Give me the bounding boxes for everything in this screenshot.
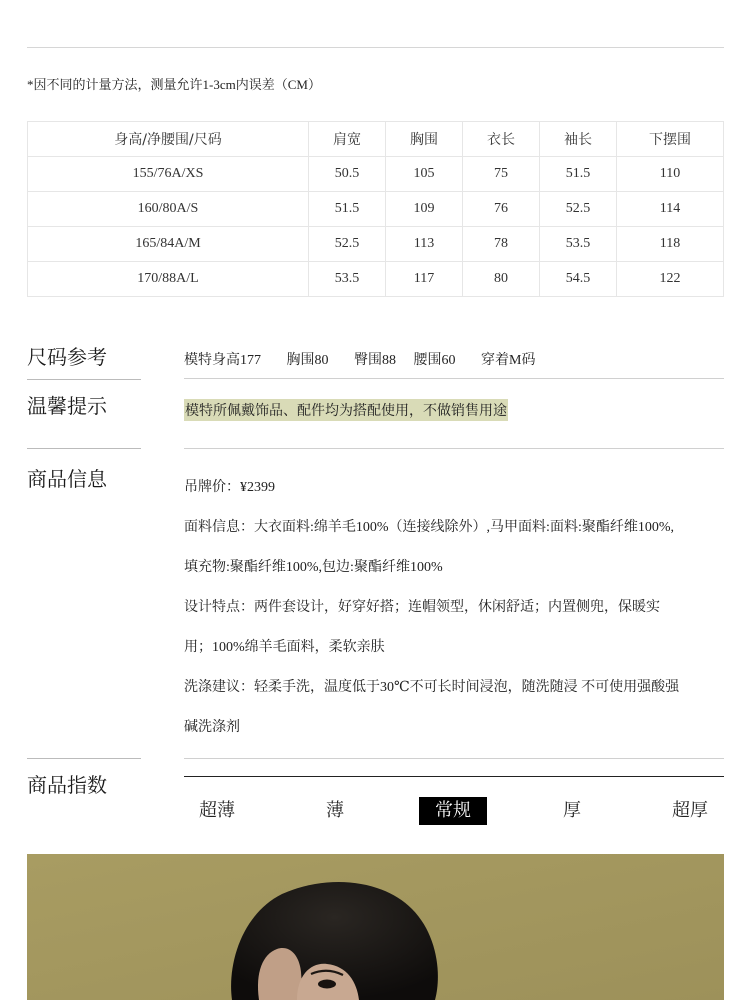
table-cell: 109 [386, 192, 463, 227]
table-row [28, 262, 724, 297]
table-cell: 160/80A/S [28, 192, 309, 227]
header-shoulder: 肩宽 [309, 122, 386, 157]
model-wearing-size: 穿着M码 [481, 353, 536, 368]
table-row [28, 192, 724, 227]
table-cell: 52.5 [540, 192, 617, 227]
table-cell: 53.5 [540, 227, 617, 262]
eye [318, 980, 336, 989]
product-info-divider [27, 758, 141, 759]
tip-divider [27, 448, 141, 449]
size-table [27, 121, 724, 297]
table-cell: 51.5 [540, 157, 617, 192]
table-cell: 122 [617, 262, 724, 297]
fabric-info: 面料信息：大衣面料:绵羊毛100%（连接线除外）,马甲面料:面料:聚酯纤维100%, [184, 520, 674, 535]
product-info-title: 商品信息 [27, 467, 107, 491]
table-cell: 170/88A/L [28, 262, 309, 297]
table-cell: 165/84A/M [28, 227, 309, 262]
header-chest: 胸围 [386, 122, 463, 157]
table-cell: 51.5 [309, 192, 386, 227]
tip-rule [184, 448, 724, 449]
index-option-regular-selected: 常规 [419, 797, 487, 825]
design-features: 设计特点：两件套设计，好穿好搭；连帽领型，休闲舒适；内置侧兜，保暖实 [184, 600, 660, 615]
size-reference-items [184, 349, 557, 369]
size-reference-divider [27, 379, 141, 380]
index-option-thin: 薄 [326, 800, 344, 821]
washing-advice: 洗涤建议：轻柔手洗，温度低于30℃不可长时间浸泡，随洗随浸 不可使用强酸强 [184, 680, 680, 695]
model-height: 模特身高177 [184, 353, 261, 368]
tag-price: 吊牌价：¥2399 [184, 480, 275, 495]
header-height-waist-size: 身高/净腰围/尺码 [28, 122, 309, 157]
table-cell: 52.5 [309, 227, 386, 262]
table-cell: 105 [386, 157, 463, 192]
header-sleeve: 袖长 [540, 122, 617, 157]
product-info-content [184, 468, 729, 748]
table-cell: 54.5 [540, 262, 617, 297]
table-cell: 80 [463, 262, 540, 297]
table-row [28, 157, 724, 192]
table-cell: 113 [386, 227, 463, 262]
tip-title: 温馨提示 [27, 394, 107, 418]
table-cell: 155/76A/XS [28, 157, 309, 192]
size-table-header-row [28, 122, 724, 157]
size-reference-title: 尺码参考 [27, 345, 107, 369]
table-cell: 110 [617, 157, 724, 192]
table-cell: 118 [617, 227, 724, 262]
product-info-rule [184, 758, 724, 759]
table-cell: 76 [463, 192, 540, 227]
header-length: 衣长 [463, 122, 540, 157]
tip-text: 模特所佩戴饰品、配件均为搭配使用，不做销售用途 [184, 399, 508, 421]
size-reference-rule [184, 378, 724, 379]
table-cell: 114 [617, 192, 724, 227]
table-cell: 78 [463, 227, 540, 262]
table-cell: 50.5 [309, 157, 386, 192]
washing-advice-cont: 碱洗涤剂 [184, 720, 240, 735]
header-hem: 下摆围 [617, 122, 724, 157]
design-features-cont: 用；100%绵羊毛面料，柔软亲肤 [184, 640, 385, 655]
measurement-note: *因不同的计量方法，测量允许1-3cm内误差（CM） [27, 77, 321, 92]
top-divider [27, 47, 724, 48]
table-cell: 75 [463, 157, 540, 192]
model-hips: 臀围88 [354, 353, 396, 368]
model-waist: 腰围60 [413, 353, 456, 368]
table-row [28, 227, 724, 262]
index-option-thick: 厚 [563, 800, 581, 821]
product-index-scale-line [184, 776, 724, 777]
product-index-title: 商品指数 [27, 773, 107, 797]
index-option-ultra-thin: 超薄 [199, 800, 235, 821]
model-photo-illustration [27, 854, 724, 1000]
table-cell: 117 [386, 262, 463, 297]
product-photo [27, 854, 724, 1000]
fabric-info-cont: 填充物:聚酯纤维100%,包边:聚酯纤维100% [184, 560, 443, 575]
model-chest: 胸围80 [286, 353, 329, 368]
table-cell: 53.5 [309, 262, 386, 297]
index-option-ultra-thick: 超厚 [672, 800, 708, 821]
